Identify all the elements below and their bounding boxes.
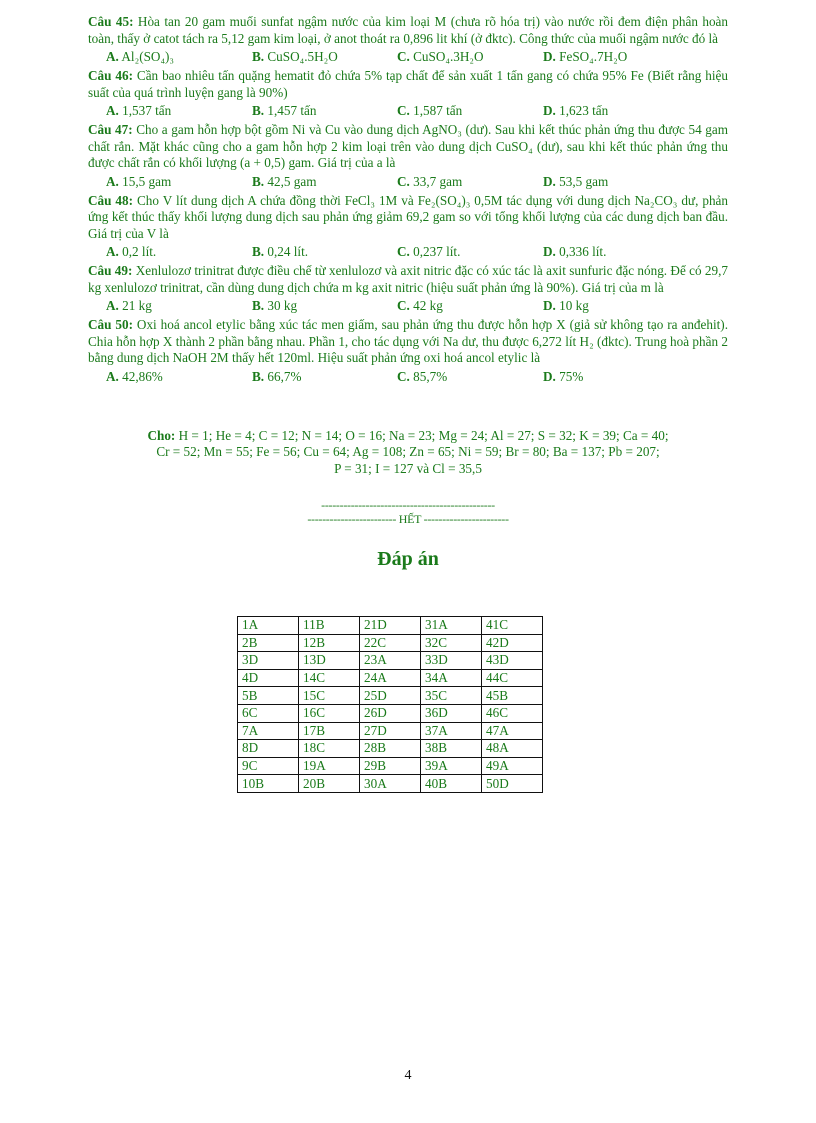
separator-line: ----------------------------------------------- [321,498,495,512]
answer-option [88,48,252,65]
answer-cell: 5B [238,687,299,705]
option-value: CuSO₄.5H₂O [267,49,338,64]
answer-cell: 37A [421,722,482,740]
answer-cell: 3D [238,652,299,670]
option-key: B. [252,103,265,118]
atomic-masses-label: Cho: [147,427,176,443]
answer-option [543,48,683,65]
question-body: Hòa tan 20 gam muối sunfat ngậm nước của kim loại M (chưa rõ hóa trị) vào nước rồi đem điện phân hoàn toàn, thấy ở catot tách ra 5,12 gam kim loại, ở anot thoát ra 0,896 lit khí (ở đktc). Công thức của muối ngậm nước đó là [88,14,728,46]
answer-cell: 39A [421,757,482,775]
answer-options [88,48,728,65]
answer-option [543,102,683,119]
option-value: 42,86% [122,368,163,384]
answer-cell: 44C [482,669,543,687]
answer-cell: 48A [482,740,543,758]
question-body: Cần bao nhiêu tấn quặng hematit đỏ chứa 5% tạp chất để sản xuất 1 tấn gang có chứa 95% Fe (Biết rằng hiệu suất của quá trình luyện gang là 90%) [88,68,728,100]
option-key: A. [106,244,119,259]
question-label: Câu 45: [88,14,134,29]
answer-row [238,669,543,687]
answer-option [252,102,397,119]
option-key: B. [252,244,265,259]
answer-cell: 32C [421,634,482,652]
answer-option [397,368,543,385]
answer-cell: 10B [238,775,299,793]
option-key: D. [543,173,556,189]
option-value: 10 kg [559,298,589,313]
question-text [88,317,728,367]
option-key: A. [106,298,119,313]
option-value: 0,336 lít. [559,244,607,259]
option-value: 53,5 gam [559,173,609,189]
answer-cell: 36D [421,704,482,722]
answer-cell: 12B [299,634,360,652]
answer-option [543,173,683,190]
answer-row [238,757,543,775]
answer-cell: 23A [360,652,421,670]
option-value: 1,587 tấn [413,103,463,118]
option-key: C. [397,298,410,313]
answer-row [238,704,543,722]
option-value: 1,537 tấn [122,103,172,118]
answer-cell: 15C [299,687,360,705]
option-value: 75% [559,368,584,384]
atomic-masses-line-1: H = 1; He = 4; C = 12; N = 14; O = 16; Na = 23; Mg = 24; Al = 27; S = 32; K = 39; Ca = 40; [175,427,669,443]
atomic-masses-line-3: P = 31; I = 127 và Cl = 35,5 [334,460,482,476]
option-value: 15,5 gam [122,173,172,189]
answer-option [88,368,252,385]
answer-cell: 49A [482,757,543,775]
answer-option [543,297,683,314]
answer-row [238,617,543,635]
answer-row [238,775,543,793]
answer-cell: 47A [482,722,543,740]
question-list [88,14,728,385]
answer-cell: 14C [299,669,360,687]
option-value: 42,5 gam [267,173,317,189]
option-key: D. [543,244,556,259]
question-body: Cho V lít dung dịch A chứa đồng thời FeCl₃ 1M và Fe₂(SO₄)₃ 0,5M tác dụng với dung dịch Na₂CO₃ dư, phản ứng kết thúc thấy khối lượng dung dịch sau phản ứng giảm 69,2 gam so với tổng khối lượng của các dung dịch ban đầu. Giá trị của V là [88,192,728,241]
option-key: C. [397,103,410,118]
answer-option [88,297,252,314]
end-marker: ------------------------ HẾT ----------------------- [307,512,509,526]
answer-cell: 19A [299,757,360,775]
answer-options [88,173,728,190]
option-key: A. [106,103,119,118]
answer-row [238,634,543,652]
question-text [88,263,728,296]
answer-cell: 45B [482,687,543,705]
option-key: A. [106,368,119,384]
answer-cell: 20B [299,775,360,793]
answer-option [543,243,683,260]
option-value: 30 kg [267,298,298,313]
question-body: Oxi hoá ancol etylic bằng xúc tác men giấm, sau phản ứng thu được hỗn hợp X (giả sử không tạo ra anđehit). Chia hỗn hợp X thành 2 phần bằng nhau. Phần 1, cho tác dụng với Na dư, thu được 6,272 lít H₂ (đktc). Trung hoà phần 2 bằng dung dịch NaOH 2M thấy hết 120ml. Hiệu suất phản ứng oxi hoá ancol etylic là [88,317,728,365]
answer-cell: 17B [299,722,360,740]
answer-option [397,297,543,314]
answer-option [252,297,397,314]
option-value: 33,7 gam [413,173,463,189]
answer-cell: 24A [360,669,421,687]
answer-options [88,368,728,385]
answer-cell: 40B [421,775,482,793]
answer-option [88,243,252,260]
answer-cell: 16C [299,704,360,722]
atomic-masses-note [88,428,728,478]
option-key: D. [543,49,556,64]
answer-cell: 43D [482,652,543,670]
answer-cell: 1A [238,617,299,635]
question-text [88,68,728,101]
answer-option [543,368,683,385]
option-key: D. [543,298,556,313]
option-value: Al₂(SO₄)₃ [121,49,175,64]
answer-cell: 6C [238,704,299,722]
answer-option [252,173,397,190]
option-value: 66,7% [267,368,302,384]
option-key: B. [252,368,265,384]
answer-option [252,368,397,385]
answer-options [88,102,728,119]
answer-cell: 50D [482,775,543,793]
option-key: D. [543,103,556,118]
answer-cell: 31A [421,617,482,635]
option-value: 42 kg [413,298,443,313]
answer-cell: 7A [238,722,299,740]
option-key: C. [397,368,410,384]
answer-cell: 8D [238,740,299,758]
answer-cell: 41C [482,617,543,635]
option-value: CuSO₄.3H₂O [413,49,484,64]
answer-cell: 28B [360,740,421,758]
answer-cell: 18C [299,740,360,758]
question-label: Câu 49: [88,263,133,278]
atomic-masses-line-2: Cr = 52; Mn = 55; Fe = 56; Cu = 64; Ag = 108; Zn = 65; Ni = 59; Br = 80; Ba = 137; Pb = 207; [156,444,660,459]
question-label: Câu 47: [88,122,133,137]
answer-row [238,652,543,670]
answer-option [397,48,543,65]
option-key: C. [397,49,410,64]
answer-option [252,243,397,260]
option-value: 0,2 lít. [122,244,157,259]
option-key: A. [106,173,119,189]
answer-key-title: Đáp án [377,548,439,570]
option-key: C. [397,244,410,259]
question-text [88,193,728,243]
question-text [88,122,728,172]
answer-row [238,740,543,758]
question-text [88,14,728,47]
answer-row [238,687,543,705]
answer-cell: 21D [360,617,421,635]
option-value: 0,24 lít. [267,244,309,259]
question-body: Xenlulozơ trinitrat được điều chế từ xenlulozơ và axit nitric đặc có xúc tác là axit sunfuric đặc nóng. Để có 29,7 kg xenlulozơ trinitrat, cần dùng dung dịch chứa m kg axit nitric (hiệu suất phản ứng là 90%). Giá trị của m là [88,263,728,295]
answer-cell: 38B [421,740,482,758]
answer-cell: 9C [238,757,299,775]
option-key: B. [252,298,265,313]
answer-cell: 11B [299,617,360,635]
answer-cell: 42D [482,634,543,652]
option-key: B. [252,173,265,189]
answer-options [88,243,728,260]
option-key: D. [543,368,556,384]
option-key: B. [252,49,265,64]
page-number: 4 [404,1068,412,1083]
answer-cell: 2B [238,634,299,652]
answer-cell: 46C [482,704,543,722]
answer-cell: 22C [360,634,421,652]
option-key: C. [397,173,410,189]
answer-option [397,243,543,260]
option-key: A. [106,49,119,64]
answer-option [397,173,543,190]
answer-cell: 34A [421,669,482,687]
answer-cell: 33D [421,652,482,670]
answer-cell: 29B [360,757,421,775]
answer-cell: 13D [299,652,360,670]
answer-cell: 35C [421,687,482,705]
exam-page [88,14,728,571]
option-value: 1,457 tấn [267,103,317,118]
option-value: 85,7% [413,368,448,384]
answer-cell: 27D [360,722,421,740]
answer-key-table [237,616,543,793]
answer-option [252,48,397,65]
option-value: 21 kg [122,298,152,313]
answer-cell: 26D [360,704,421,722]
question-body: Cho a gam hỗn hợp bột gồm Ni và Cu vào dung dịch AgNO₃ (dư). Sau khi kết thúc phản ứng thu được 54 gam chất rắn. Mặt khác cũng cho a gam hỗn hợp 2 kim loại trên vào dung dịch CuSO₄ (dư), sau khi kết thúc phản ứng thu được chất rắn có khối lượng (a + 0,5) gam. Giá trị của a là [88,122,728,170]
option-value: FeSO₄.7H₂O [559,49,628,64]
question-label: Câu 46: [88,68,133,83]
answer-cell: 25D [360,687,421,705]
question-label: Câu 50: [88,317,133,332]
question-label: Câu 48: [88,192,134,208]
answer-cell: 4D [238,669,299,687]
answer-cell: 30A [360,775,421,793]
answer-option [88,173,252,190]
answer-option [397,102,543,119]
option-value: 0,237 lít. [413,244,461,259]
answer-option [88,102,252,119]
option-value: 1,623 tấn [559,103,609,118]
answer-row [238,722,543,740]
answer-options [88,297,728,314]
